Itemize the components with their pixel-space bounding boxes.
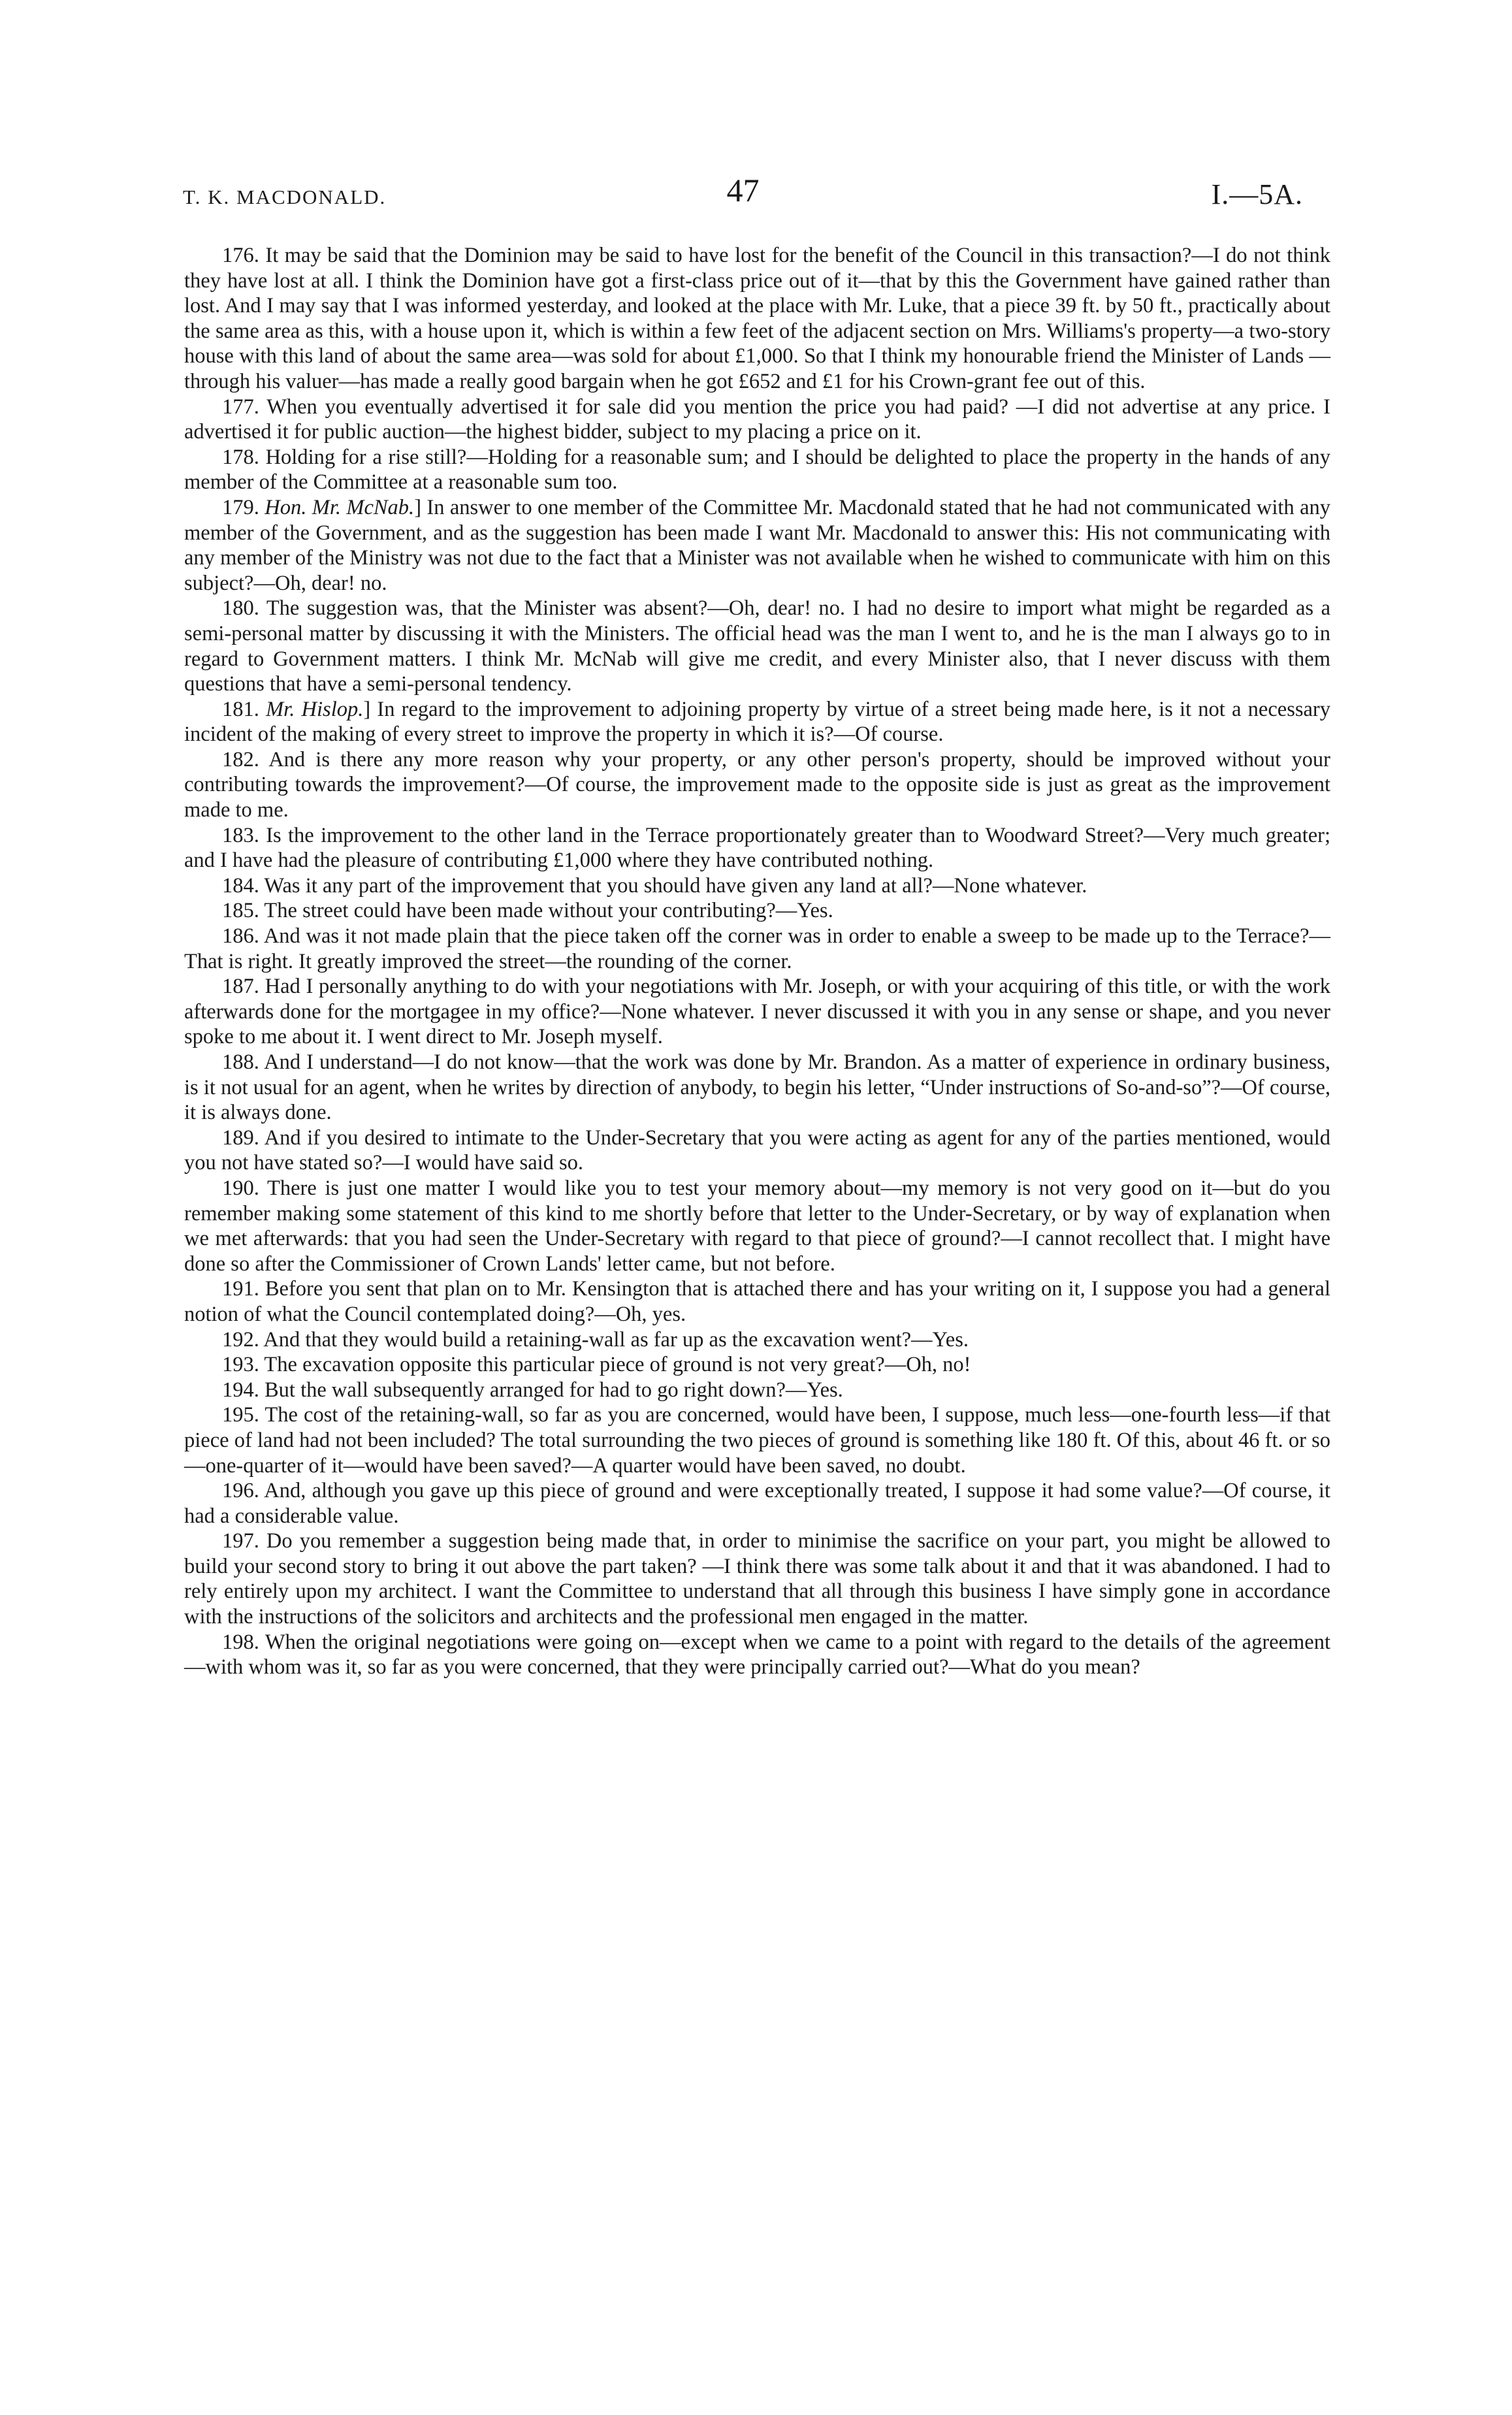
question-answer-text: There is just one matter I would like you to test your memory about—my memory is not very good on it—but do you remember making some statement of this kind to me shortly before that letter to the Under-Secretary, or by way of explanation when we met afterwards: that you had seen the Under-Secretary with regard to that piece of ground?—I cannot recollect that. I might have done so after the Commissioner of Crown Lands' letter came, but not before.: [184, 1176, 1330, 1276]
question-answer-text: The cost of the retaining-wall, so far as you are concerned, would have been, I suppose, much less—one-fourth less—if that piece of land had not been included? The total surrounding the two pieces of ground is something like 180 ft. Of this, about 46 ft. or so—one-quarter of it—would have been saved?—A quarter would have been saved, no doubt.: [184, 1403, 1330, 1478]
speaker-name: Mr. Hislop.: [266, 697, 364, 721]
evidence-text: [184, 243, 1330, 1680]
question-paragraph: [184, 924, 1330, 974]
question-number: 190.: [222, 1176, 259, 1200]
question-number: 181.: [222, 697, 259, 721]
question-paragraph: [184, 898, 1330, 924]
question-answer-text: Is the improvement to the other land in the Terrace proportionately greater than to Woodward Street?—Very much greater; and I have had the pleasure of contributing £1,000 where they have contributed nothing.: [184, 823, 1331, 873]
question-number: 182.: [222, 747, 259, 771]
question-answer-text: ] In regard to the improvement to adjoining property by virtue of a street being made here, is it not a necessary incident of the making of every street to improve the property in which it is?—Of course.: [184, 697, 1331, 747]
question-number: 186.: [222, 924, 259, 948]
question-paragraph: [184, 1529, 1330, 1629]
question-paragraph: [184, 1276, 1330, 1327]
question-number: 187.: [222, 975, 259, 999]
question-answer-text: And is there any more reason why your property, or any other person's property, should be improved without your contributing towards the improvement?—Of course, the improvement made to the opposite side is just as great as the improvement made to me.: [184, 747, 1330, 822]
question-number: 188.: [222, 1050, 259, 1074]
question-answer-text: The suggestion was, that the Minister was absent?—Oh, dear! no. I had no desire to import what might be regarded as a semi-personal matter by discussing it with the Ministers. The official head was the man I went to, and he is the man I always go to in regard to Government matters. I think Mr. McNab will give me credit, and every Minister also, that I never discuss with them questions that have a semi-personal tendency.: [184, 596, 1331, 696]
question-answer-text: And that they would build a retaining-wall as far up as the excavation went?—Yes.: [263, 1327, 969, 1352]
question-paragraph: [184, 974, 1330, 1050]
question-number: 197.: [222, 1529, 259, 1553]
question-paragraph: [184, 243, 1330, 395]
question-number: 193.: [222, 1353, 259, 1377]
question-answer-text: When the original negotiations were going on—except when we came to a point with regard to the details of the agreement—with whom was it, so far as you were concerned, that they were principally carried out?—What do you mean?: [184, 1630, 1330, 1679]
question-number: 196.: [222, 1479, 259, 1503]
question-answer-text: ] In answer to one member of the Committee Mr. Macdonald stated that he had not communicated with any member of the Government, and as the suggestion has been made I want Mr. Macdonald to answer this: His not communicating with any member of the Ministry was not due to the fact that a Minister was not available when he wished to communicate with him on this subject?—Oh, dear! no.: [184, 495, 1330, 595]
question-paragraph: [184, 1327, 1330, 1353]
question-number: 184.: [222, 873, 259, 898]
header-witness-name: T. K. MACDONALD.: [183, 186, 387, 208]
question-number: 189.: [222, 1126, 259, 1150]
question-number: 198.: [222, 1630, 259, 1654]
header-paper-code: I.—5A.: [1211, 178, 1303, 210]
question-answer-text: Before you sent that plan on to Mr. Kensington that is attached there and has your writing on it, I suppose you had a general notion of what the Council contemplated doing?—Oh, yes.: [184, 1277, 1330, 1326]
question-paragraph: [184, 873, 1330, 899]
question-answer-text: Do you remember a suggestion being made that, in order to minimise the sacrifice on your part, you might be allowed to build your second story to bring it out above the part taken? —I think there was some talk about it and that it was abandoned. I had to rely entirely upon my architect. I want the Committee to understand that all through this business I have simply gone in accordance with the instructions of the solicitors and architects and the professional men engaged in the matter.: [184, 1529, 1330, 1629]
question-number: 180.: [222, 596, 259, 621]
question-paragraph: [184, 596, 1330, 696]
question-paragraph: [184, 1176, 1330, 1276]
question-paragraph: [184, 1050, 1330, 1126]
question-paragraph: [184, 823, 1330, 873]
question-number: 178.: [222, 445, 259, 469]
question-number: 176.: [222, 244, 259, 267]
question-paragraph: [184, 1402, 1330, 1478]
question-number: 179.: [222, 495, 259, 519]
question-paragraph: [184, 1630, 1330, 1680]
running-header: [183, 172, 1303, 216]
question-answer-text: Was it any part of the improvement that you should have given any land at all?—None whatever.: [264, 873, 1087, 898]
question-paragraph: [184, 1378, 1330, 1403]
question-paragraph: [184, 395, 1330, 445]
question-paragraph: [184, 1478, 1330, 1529]
page-number: 47: [726, 172, 760, 208]
question-paragraph: [184, 1126, 1330, 1176]
question-answer-text: It may be said that the Dominion may be said to have lost for the benefit of the Council in this transaction?—I do not think they have lost at all. I think the Dominion have got a first-class price out of it—that by this the Government have gained rather than lost. And I may say that I was informed yesterday, and looked at the place with Mr. Luke, that a piece 39 ft. by 50 ft., practically about the same area as this, with a house upon it, which is within a few feet of the adjacent section on Mrs. Williams's property—a two-story house with this land of about the same area—was sold for about £1,000. So that I think my honourable friend the Minister of Lands —through his valuer—has made a really good bargain when he got £652 and £1 for his Crown-grant fee out of this.: [184, 244, 1331, 393]
question-answer-text: When you eventually advertised it for sale did you mention the price you had paid? —I did not advertise at any price. I advertised it for public auction—the highest bidder, subject to my placing a price on it.: [184, 395, 1330, 444]
question-answer-text: And I understand—I do not know—that the work was done by Mr. Brandon. As a matter of experience in ordinary business, is it not usual for an agent, when he writes by direction of anybody, to begin his letter, “Under instructions of So-and-so”?—Of course, it is always done.: [184, 1050, 1330, 1125]
question-number: 192.: [222, 1327, 259, 1352]
question-answer-text: But the wall subsequently arranged for had to go right down?—Yes.: [265, 1378, 843, 1402]
question-paragraph: [184, 697, 1330, 747]
question-answer-text: Had I personally anything to do with your negotiations with Mr. Joseph, or with your acquiring of this title, or with the work afterwards done for the mortgagee in my office?—None whatever. I never discussed it with you in any sense or shape, and you never spoke to me about it. I went direct to Mr. Joseph myself.: [184, 975, 1330, 1049]
question-number: 177.: [222, 395, 259, 419]
question-paragraph: [184, 495, 1330, 596]
question-number: 185.: [222, 899, 259, 923]
question-answer-text: And if you desired to intimate to the Under-Secretary that you were acting as agent for any of the parties mentioned, would you not have stated so?—I would have said so.: [184, 1126, 1330, 1175]
question-answer-text: The excavation opposite this particular piece of ground is not very great?—Oh, no!: [264, 1353, 971, 1377]
question-number: 183.: [222, 823, 259, 847]
question-answer-text: Holding for a rise still?—Holding for a reasonable sum; and I should be delighted to place the property in the hands of any member of the Committee at a reasonable sum too.: [184, 445, 1330, 494]
question-paragraph: [184, 747, 1330, 823]
question-number: 195.: [222, 1403, 259, 1427]
speaker-name: Hon. Mr. McNab.: [265, 495, 415, 519]
question-answer-text: And was it not made plain that the piece taken off the corner was in order to enable a sweep to be made up to the Terrace?—That is right. It greatly improved the street—the rounding of the corner.: [184, 924, 1330, 973]
question-answer-text: The street could have been made without your contributing?—Yes.: [264, 899, 833, 923]
question-answer-text: And, although you gave up this piece of ground and were exceptionally treated, I suppose it had some value?—Of course, it had a considerable value.: [184, 1479, 1330, 1528]
question-number: 194.: [222, 1378, 259, 1402]
question-paragraph: [184, 1352, 1330, 1378]
question-number: 191.: [222, 1277, 259, 1301]
question-paragraph: [184, 445, 1330, 495]
